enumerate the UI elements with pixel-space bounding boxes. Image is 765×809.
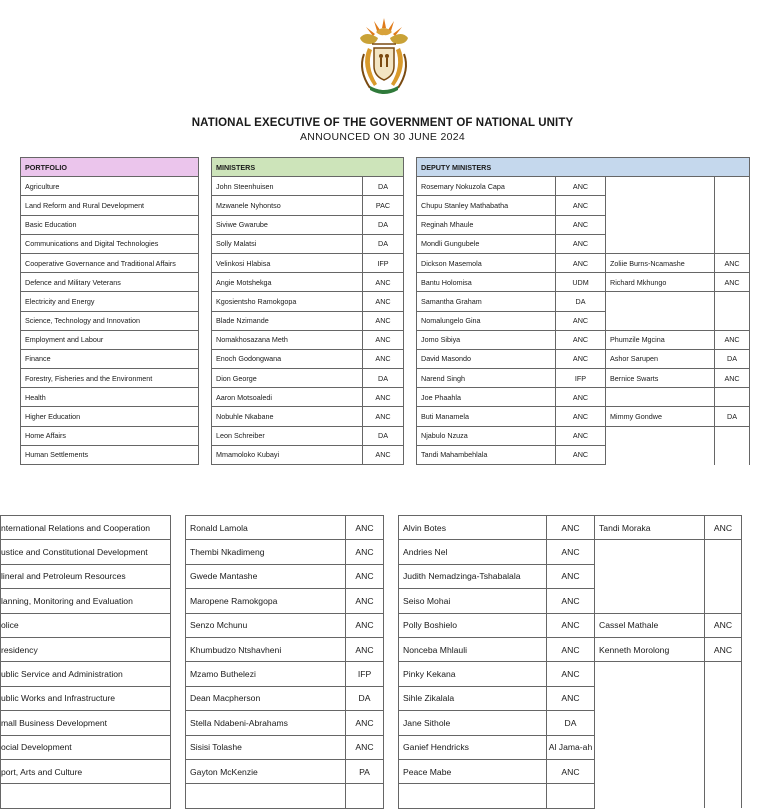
- table-row: [21, 292, 750, 311]
- second-deputy-name-cell: Mimmy Gondwe: [606, 407, 715, 426]
- deputy-minister-name-cell: Judith Nemadzinga-Tshabalala: [399, 564, 547, 588]
- spacer: [199, 311, 212, 330]
- deputy-minister-party-cell: ANC: [556, 349, 606, 368]
- table-row: [1, 784, 742, 808]
- spacer: [171, 662, 186, 686]
- minister-party-cell: ANC: [346, 711, 384, 735]
- portfolio-cell: nternational Relations and Cooperation: [1, 516, 171, 540]
- table-row: [21, 253, 750, 272]
- ministers-column-header: MINISTERS: [212, 158, 404, 177]
- portfolio-cell: ublic Service and Administration: [1, 662, 171, 686]
- second-deputy-party-cell: [715, 445, 750, 464]
- deputy-minister-name-cell: Bantu Holomisa: [417, 273, 556, 292]
- deputy-minister-party-cell: [547, 784, 595, 808]
- portfolio-cell: Finance: [21, 349, 199, 368]
- minister-party-cell: ANC: [363, 330, 404, 349]
- deputy-minister-party-cell: ANC: [547, 589, 595, 613]
- spacer: [384, 735, 399, 759]
- minister-party-cell: ANC: [363, 407, 404, 426]
- deputy-minister-name-cell: Ganief Hendricks: [399, 735, 547, 759]
- second-deputy-party-cell: [715, 311, 750, 330]
- table-row: [1, 711, 742, 735]
- table-row: [1, 637, 742, 661]
- spacer: [404, 234, 417, 253]
- second-deputy-name-cell: [595, 540, 705, 564]
- deputy-minister-name-cell: Nonceba Mhlauli: [399, 637, 547, 661]
- second-deputy-party-cell: [705, 589, 742, 613]
- second-deputy-name-cell: [606, 234, 715, 253]
- table-row: [21, 177, 750, 196]
- second-deputy-party-cell: [705, 759, 742, 783]
- minister-name-cell: Blade Nzimande: [212, 311, 363, 330]
- deputy-minister-name-cell: Chupu Stanley Mathabatha: [417, 196, 556, 215]
- second-deputy-party-cell: [715, 177, 750, 196]
- table-row: [1, 686, 742, 710]
- spacer: [384, 564, 399, 588]
- second-deputy-name-cell: Zoliie Burns-Ncamashe: [606, 253, 715, 272]
- portfolio-cell: olice: [1, 613, 171, 637]
- second-deputy-name-cell: [595, 784, 705, 808]
- second-deputy-party-cell: [715, 388, 750, 407]
- spacer: [171, 564, 186, 588]
- deputy-minister-name-cell: Jane Sithole: [399, 711, 547, 735]
- deputy-minister-name-cell: [399, 784, 547, 808]
- table-row: [1, 516, 742, 540]
- minister-name-cell: Solly Malatsi: [212, 234, 363, 253]
- table-row: [21, 273, 750, 292]
- second-deputy-party-cell: ANC: [705, 637, 742, 661]
- portfolio-cell: residency: [1, 637, 171, 661]
- spacer: [171, 613, 186, 637]
- minister-name-cell: Ronald Lamola: [186, 516, 346, 540]
- second-deputy-party-cell: [705, 735, 742, 759]
- minister-name-cell: Angie Motshekga: [212, 273, 363, 292]
- portfolio-cell: port, Arts and Culture: [1, 759, 171, 783]
- deputy-minister-party-cell: ANC: [556, 311, 606, 330]
- minister-name-cell: Siviwe Gwarube: [212, 215, 363, 234]
- portfolio-cell: lineral and Petroleum Resources: [1, 564, 171, 588]
- minister-party-cell: ANC: [346, 540, 384, 564]
- deputy-minister-party-cell: ANC: [556, 407, 606, 426]
- second-deputy-party-cell: [705, 564, 742, 588]
- spacer: [199, 388, 212, 407]
- spacer: [384, 540, 399, 564]
- second-deputy-party-cell: [715, 292, 750, 311]
- portfolio-cell: mall Business Development: [1, 711, 171, 735]
- second-deputy-name-cell: [595, 662, 705, 686]
- spacer: [404, 369, 417, 388]
- spacer: [404, 349, 417, 368]
- spacer: [171, 711, 186, 735]
- second-deputy-party-cell: DA: [715, 349, 750, 368]
- deputy-minister-name-cell: Peace Mabe: [399, 759, 547, 783]
- minister-name-cell: Mzwanele Nyhontso: [212, 196, 363, 215]
- deputy-minister-name-cell: Polly Boshielo: [399, 613, 547, 637]
- minister-name-cell: [186, 784, 346, 808]
- spacer: [171, 589, 186, 613]
- deputy-minister-party-cell: ANC: [547, 564, 595, 588]
- second-deputy-party-cell: [715, 196, 750, 215]
- portfolio-column-header: PORTFOLIO: [21, 158, 199, 177]
- portfolio-cell: Basic Education: [21, 215, 199, 234]
- spacer: [384, 516, 399, 540]
- portfolio-cell: [1, 784, 171, 808]
- minister-party-cell: [346, 784, 384, 808]
- minister-name-cell: Enoch Godongwana: [212, 349, 363, 368]
- minister-name-cell: Dion George: [212, 369, 363, 388]
- deputy-minister-party-cell: IFP: [556, 369, 606, 388]
- second-deputy-party-cell: ANC: [705, 516, 742, 540]
- table-row: [21, 330, 750, 349]
- minister-party-cell: DA: [346, 686, 384, 710]
- executive-table-2: [0, 515, 742, 809]
- deputy-minister-party-cell: ANC: [556, 234, 606, 253]
- minister-name-cell: Mzamo Buthelezi: [186, 662, 346, 686]
- deputy-minister-name-cell: Mondli Gungubele: [417, 234, 556, 253]
- deputy-minister-party-cell: ANC: [556, 388, 606, 407]
- deputy-minister-name-cell: Njabulo Nzuza: [417, 426, 556, 445]
- second-deputy-name-cell: [595, 735, 705, 759]
- deputy-minister-name-cell: Rosemary Nokuzola Capa: [417, 177, 556, 196]
- minister-party-cell: PA: [346, 759, 384, 783]
- spacer: [199, 369, 212, 388]
- deputy-minister-party-cell: ANC: [556, 445, 606, 464]
- minister-party-cell: DA: [363, 426, 404, 445]
- minister-name-cell: Nomakhosazana Meth: [212, 330, 363, 349]
- spacer: [384, 759, 399, 783]
- second-deputy-party-cell: ANC: [715, 273, 750, 292]
- deputy-minister-party-cell: DA: [547, 711, 595, 735]
- minister-name-cell: Velinkosi Hlabisa: [212, 253, 363, 272]
- minister-name-cell: Mmamoloko Kubayi: [212, 445, 363, 464]
- minister-party-cell: ANC: [363, 349, 404, 368]
- spacer: [404, 215, 417, 234]
- spacer: [171, 540, 186, 564]
- deputy-minister-party-cell: ANC: [547, 686, 595, 710]
- minister-name-cell: Kgosientsho Ramokgopa: [212, 292, 363, 311]
- table-row: [1, 759, 742, 783]
- deputy-minister-name-cell: Joe Phaahla: [417, 388, 556, 407]
- deputy-minister-name-cell: Andries Nel: [399, 540, 547, 564]
- spacer: [199, 407, 212, 426]
- second-deputy-name-cell: [606, 445, 715, 464]
- spacer: [404, 426, 417, 445]
- portfolio-cell: Defence and Military Veterans: [21, 273, 199, 292]
- minister-party-cell: ANC: [346, 589, 384, 613]
- spacer: [199, 445, 212, 464]
- spacer: [199, 253, 212, 272]
- minister-name-cell: Nobuhle Nkabane: [212, 407, 363, 426]
- spacer: [171, 784, 186, 808]
- minister-party-cell: IFP: [363, 253, 404, 272]
- portfolio-cell: Agriculture: [21, 177, 199, 196]
- shield: [374, 48, 394, 80]
- minister-party-cell: DA: [363, 215, 404, 234]
- deputy-minister-party-cell: ANC: [556, 215, 606, 234]
- deputy-minister-party-cell: ANC: [547, 759, 595, 783]
- executive-table-1: [20, 157, 750, 465]
- deputy-minister-party-cell: ANC: [556, 196, 606, 215]
- second-deputy-party-cell: [715, 215, 750, 234]
- second-deputy-party-cell: ANC: [715, 253, 750, 272]
- spacer: [199, 215, 212, 234]
- minister-party-cell: DA: [363, 369, 404, 388]
- minister-name-cell: Thembi Nkadimeng: [186, 540, 346, 564]
- second-deputy-party-cell: ANC: [715, 330, 750, 349]
- table-header-row: [21, 158, 750, 177]
- spacer: [384, 662, 399, 686]
- minister-party-cell: ANC: [346, 637, 384, 661]
- deputy-minister-party-cell: ANC: [556, 253, 606, 272]
- spacer: [199, 426, 212, 445]
- deputy-minister-name-cell: Narend Singh: [417, 369, 556, 388]
- spacer: [384, 686, 399, 710]
- portfolio-cell: Electricity and Energy: [21, 292, 199, 311]
- second-deputy-name-cell: Kenneth Morolong: [595, 637, 705, 661]
- portfolio-cell: Employment and Labour: [21, 330, 199, 349]
- deputy-minister-party-cell: UDM: [556, 273, 606, 292]
- second-deputy-name-cell: [595, 686, 705, 710]
- minister-name-cell: Maropene Ramokgopa: [186, 589, 346, 613]
- minister-party-cell: ANC: [346, 516, 384, 540]
- table-row: [21, 445, 750, 464]
- portfolio-cell: Science, Technology and Innovation: [21, 311, 199, 330]
- table-row: [21, 311, 750, 330]
- table-row: [21, 349, 750, 368]
- minister-name-cell: Sisisi Tolashe: [186, 735, 346, 759]
- table-row: [21, 426, 750, 445]
- second-deputy-name-cell: [606, 311, 715, 330]
- deputy-minister-party-cell: ANC: [556, 177, 606, 196]
- second-deputy-party-cell: DA: [715, 407, 750, 426]
- spacer: [171, 735, 186, 759]
- spacer: [404, 292, 417, 311]
- deputy-minister-party-cell: ANC: [547, 613, 595, 637]
- portfolio-cell: ocial Development: [1, 735, 171, 759]
- second-deputy-party-cell: [705, 711, 742, 735]
- coat-of-arms-logo: [352, 14, 416, 96]
- second-deputy-party-cell: [715, 234, 750, 253]
- spacer: [404, 196, 417, 215]
- spacer: [171, 759, 186, 783]
- deputy-minister-name-cell: Seiso Mohai: [399, 589, 547, 613]
- spacer: [404, 445, 417, 464]
- motto-ribbon: [370, 86, 398, 94]
- second-deputy-name-cell: Tandi Moraka: [595, 516, 705, 540]
- minister-party-cell: ANC: [363, 388, 404, 407]
- table-row: [1, 589, 742, 613]
- minister-party-cell: ANC: [346, 735, 384, 759]
- deputy-minister-party-cell: ANC: [547, 662, 595, 686]
- spacer: [404, 177, 417, 196]
- portfolio-cell: Communications and Digital Technologies: [21, 234, 199, 253]
- deputy-minister-party-cell: ANC: [556, 426, 606, 445]
- second-deputy-name-cell: [595, 759, 705, 783]
- table-row: [21, 196, 750, 215]
- spacer: [199, 349, 212, 368]
- deputy-minister-name-cell: Reginah Mhaule: [417, 215, 556, 234]
- minister-name-cell: Senzo Mchunu: [186, 613, 346, 637]
- second-deputy-name-cell: [606, 196, 715, 215]
- second-deputy-party-cell: ANC: [715, 369, 750, 388]
- portfolio-cell: Human Settlements: [21, 445, 199, 464]
- spacer: [171, 637, 186, 661]
- spacer: [404, 330, 417, 349]
- second-deputy-name-cell: [606, 215, 715, 234]
- table-row: [21, 369, 750, 388]
- deputies-column-header: DEPUTY MINISTERS: [417, 158, 750, 177]
- spacer: [384, 589, 399, 613]
- portfolio-cell: lanning, Monitoring and Evaluation: [1, 589, 171, 613]
- page-subtitle: ANNOUNCED ON 30 JUNE 2024: [299, 131, 466, 143]
- table-row: [1, 613, 742, 637]
- deputy-minister-party-cell: ANC: [547, 540, 595, 564]
- minister-name-cell: Khumbudzo Ntshavheni: [186, 637, 346, 661]
- portfolio-cell: ublic Works and Infrastructure: [1, 686, 171, 710]
- deputy-minister-name-cell: Pinky Kekana: [399, 662, 547, 686]
- spacer: [384, 637, 399, 661]
- minister-party-cell: ANC: [363, 445, 404, 464]
- spacer: [404, 311, 417, 330]
- deputy-minister-party-cell: Al Jama-ah: [547, 735, 595, 759]
- portfolio-cell: Higher Education: [21, 407, 199, 426]
- table-row: [21, 215, 750, 234]
- second-deputy-party-cell: [705, 540, 742, 564]
- second-deputy-name-cell: [606, 177, 715, 196]
- spacer: [199, 177, 212, 196]
- deputy-minister-party-cell: ANC: [556, 330, 606, 349]
- deputy-minister-name-cell: David Masondo: [417, 349, 556, 368]
- spacer: [199, 273, 212, 292]
- minister-name-cell: Gayton McKenzie: [186, 759, 346, 783]
- table-row: [21, 388, 750, 407]
- second-deputy-name-cell: [595, 589, 705, 613]
- spacer: [199, 196, 212, 215]
- table-row: [1, 662, 742, 686]
- right-wing: [390, 34, 408, 44]
- left-wing: [360, 34, 378, 44]
- spacer: [384, 613, 399, 637]
- second-deputy-name-cell: [606, 426, 715, 445]
- table-row: [1, 564, 742, 588]
- portfolio-cell: Home Affairs: [21, 426, 199, 445]
- table-row: [1, 540, 742, 564]
- spacer: [404, 407, 417, 426]
- spacer: [384, 711, 399, 735]
- deputy-minister-party-cell: ANC: [547, 516, 595, 540]
- minister-party-cell: DA: [363, 234, 404, 253]
- deputy-minister-name-cell: Tandi Mahambehlala: [417, 445, 556, 464]
- minister-name-cell: Aaron Motsoaledi: [212, 388, 363, 407]
- second-deputy-name-cell: [595, 564, 705, 588]
- portfolio-cell: Cooperative Governance and Traditional Affairs: [21, 253, 199, 272]
- minister-name-cell: Dean Macpherson: [186, 686, 346, 710]
- minister-name-cell: John Steenhuisen: [212, 177, 363, 196]
- deputy-minister-name-cell: Samantha Graham: [417, 292, 556, 311]
- spacer: [199, 234, 212, 253]
- deputy-minister-name-cell: Alvin Botes: [399, 516, 547, 540]
- second-deputy-name-cell: Bernice Swarts: [606, 369, 715, 388]
- portfolio-cell: Forestry, Fisheries and the Environment: [21, 369, 199, 388]
- page-title: NATIONAL EXECUTIVE OF THE GOVERNMENT OF NATIONAL UNITY: [191, 117, 574, 129]
- table-row: [21, 234, 750, 253]
- spacer: [404, 388, 417, 407]
- spacer: [171, 516, 186, 540]
- second-deputy-party-cell: [715, 426, 750, 445]
- deputy-minister-name-cell: Sihle Zikalala: [399, 686, 547, 710]
- deputy-minister-name-cell: Nomalungelo Gina: [417, 311, 556, 330]
- spacer: [171, 686, 186, 710]
- spacer: [404, 158, 417, 177]
- second-deputy-name-cell: [606, 292, 715, 311]
- minister-name-cell: Leon Schreiber: [212, 426, 363, 445]
- second-deputy-name-cell: [595, 711, 705, 735]
- spacer: [199, 158, 212, 177]
- second-deputy-name-cell: Cassel Mathale: [595, 613, 705, 637]
- minister-party-cell: ANC: [346, 564, 384, 588]
- minister-party-cell: ANC: [363, 292, 404, 311]
- second-deputy-name-cell: [606, 388, 715, 407]
- portfolio-cell: Land Reform and Rural Development: [21, 196, 199, 215]
- spacer: [199, 330, 212, 349]
- minister-party-cell: ANC: [346, 613, 384, 637]
- portfolio-cell: Health: [21, 388, 199, 407]
- portfolio-cell: ustice and Constitutional Development: [1, 540, 171, 564]
- second-deputy-party-cell: ANC: [705, 613, 742, 637]
- table-row: [1, 735, 742, 759]
- second-deputy-party-cell: [705, 686, 742, 710]
- deputy-minister-party-cell: DA: [556, 292, 606, 311]
- minister-party-cell: ANC: [363, 311, 404, 330]
- minister-party-cell: PAC: [363, 196, 404, 215]
- second-deputy-name-cell: Ashor Sarupen: [606, 349, 715, 368]
- deputy-minister-name-cell: Buti Manamela: [417, 407, 556, 426]
- minister-party-cell: DA: [363, 177, 404, 196]
- second-deputy-name-cell: Phumzile Mgcina: [606, 330, 715, 349]
- minister-name-cell: Gwede Mantashe: [186, 564, 346, 588]
- minister-party-cell: IFP: [346, 662, 384, 686]
- second-deputy-name-cell: Richard Mkhungo: [606, 273, 715, 292]
- deputy-minister-name-cell: Dickson Masemola: [417, 253, 556, 272]
- spacer: [384, 784, 399, 808]
- table-row: [21, 407, 750, 426]
- spacer: [404, 253, 417, 272]
- second-deputy-party-cell: [705, 784, 742, 808]
- deputy-minister-party-cell: ANC: [547, 637, 595, 661]
- minister-name-cell: Stella Ndabeni-Abrahams: [186, 711, 346, 735]
- spacer: [404, 273, 417, 292]
- deputy-minister-name-cell: Jomo Sibiya: [417, 330, 556, 349]
- spacer: [199, 292, 212, 311]
- minister-party-cell: ANC: [363, 273, 404, 292]
- second-deputy-party-cell: [705, 662, 742, 686]
